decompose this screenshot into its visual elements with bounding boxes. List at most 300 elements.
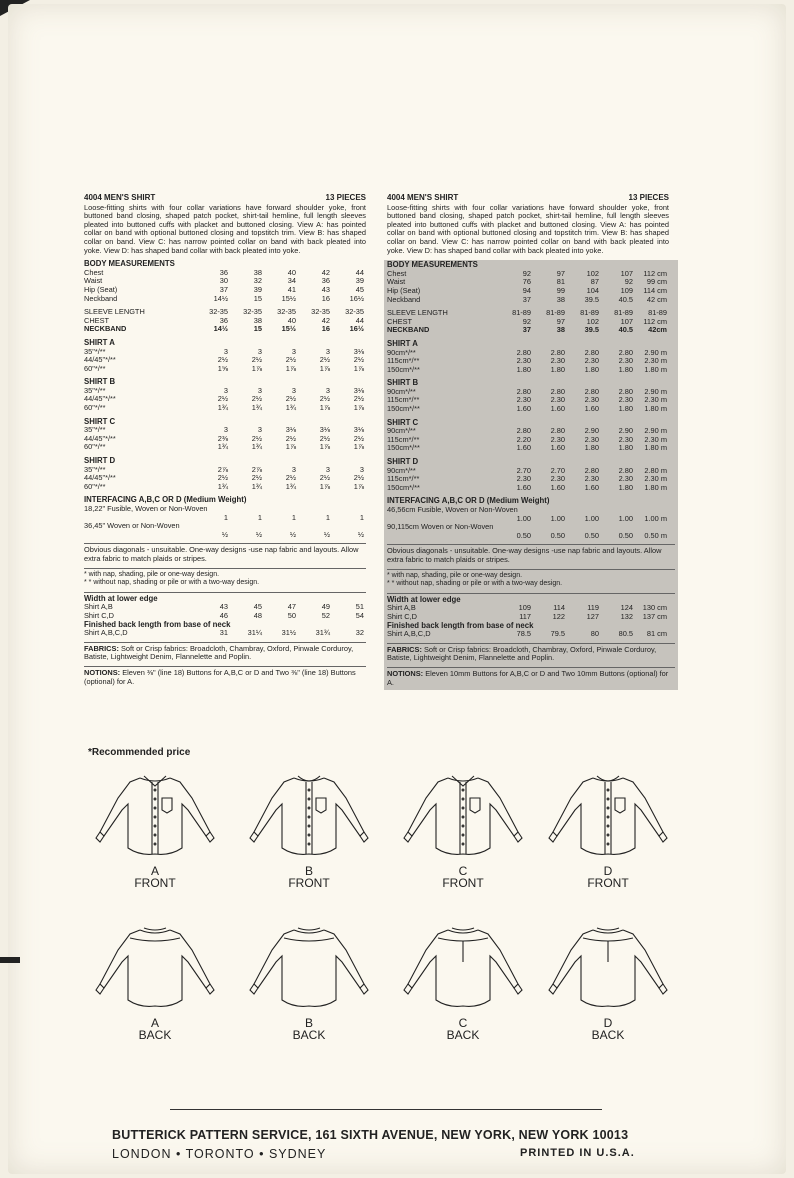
table-row	[84, 531, 366, 540]
row-value: 51	[355, 602, 364, 612]
row-value: 3	[223, 385, 228, 395]
row-value: 1¾	[251, 442, 262, 452]
row-value: 32-35	[209, 307, 228, 317]
row-value: 1.60	[550, 482, 565, 492]
row-value: 2½	[217, 394, 228, 404]
row-value: 38	[253, 315, 262, 325]
row-value: 109	[620, 285, 633, 295]
row-label: 44/45"*/**	[84, 395, 116, 404]
interfacing-block	[387, 497, 675, 540]
row-value: 3⅛	[353, 346, 364, 356]
row-value: 102	[586, 268, 599, 278]
view-letter: A	[150, 864, 159, 878]
row-value: 32-35	[311, 307, 330, 317]
pattern-title	[84, 194, 366, 203]
size-block	[84, 308, 366, 334]
row-value: 2.80	[618, 386, 633, 396]
row-value: 1.80 m	[644, 364, 667, 374]
row-label: 35"*/**	[84, 426, 106, 435]
interfacing-label: 36,45" Woven or Non-Woven	[84, 521, 180, 531]
row-value: 2.80	[584, 347, 599, 357]
row-value: 2.80	[618, 347, 633, 357]
row-value: 109	[518, 603, 531, 613]
nap-note: * with nap, shading, pile or one-way design.	[84, 570, 220, 578]
fabrics-block	[84, 642, 366, 662]
measurement-table	[384, 260, 678, 690]
row-value: 2.80	[584, 465, 599, 475]
fabrics-label: FABRICS:	[84, 643, 119, 653]
row-value: 2.80	[516, 347, 531, 357]
row-value: 1.60	[516, 443, 531, 453]
row-value: 0.50	[516, 530, 531, 540]
row-label: 90cm*/**	[387, 387, 416, 396]
row-label: 60"*/**	[84, 404, 106, 413]
row-value: 1⅞	[319, 481, 330, 491]
row-value: 1¾	[285, 481, 296, 491]
interfacing-label: 90,115cm Woven or Non-Woven	[387, 522, 494, 532]
table-row	[84, 443, 366, 452]
row-value: 2½	[319, 473, 330, 483]
row-value: 1.80	[584, 364, 599, 374]
row-value: 2⅜	[217, 433, 228, 443]
row-value: 1⅞	[319, 442, 330, 452]
row-value: 15	[253, 293, 262, 303]
shirt-title: SHIRT A	[84, 337, 115, 347]
nap-notes	[387, 569, 675, 589]
pattern-number: 4004 MEN'S SHIRT	[387, 193, 459, 202]
row-value: 1.60	[550, 443, 565, 453]
row-spacer	[84, 531, 194, 540]
shirt-title: SHIRT B	[387, 378, 419, 388]
view-side: FRONT	[288, 876, 330, 890]
row-value: 112 cm	[643, 316, 667, 326]
row-value: 36	[219, 315, 228, 325]
row-value: 46	[219, 610, 228, 620]
row-value: 1.80	[618, 443, 633, 453]
notions-text: Eleven ⅜" (line 18) Buttons for A,B,C or D and Two ⅜" (line 18) Buttons (optional) for A.	[84, 667, 356, 686]
row-value: 50	[287, 610, 296, 620]
row-value: 15½	[281, 324, 296, 334]
row-label: 60"*/**	[84, 482, 106, 491]
row-label: Chest	[84, 268, 104, 277]
row-value: 137 cm	[642, 611, 667, 621]
row-value: 1¾	[251, 481, 262, 491]
row-value: 117	[519, 611, 531, 621]
row-value: ½	[221, 529, 228, 539]
row-value: 2.90 m	[644, 347, 667, 357]
shirt-front-drawing	[398, 770, 528, 865]
pattern-number: 4004 MEN'S SHIRT	[84, 193, 156, 202]
row-value: 2.30	[584, 395, 599, 405]
row-value: 2½	[285, 473, 296, 483]
shirt-back-drawing	[543, 922, 673, 1017]
row-value: 16	[321, 293, 330, 303]
shirt-yardage	[387, 458, 675, 492]
row-value: 124	[620, 603, 633, 613]
interfacing-label: 46,56cm Fusible, Woven or Non-Woven	[387, 505, 518, 514]
view-figure	[90, 770, 220, 888]
row-value: 3	[291, 385, 296, 395]
view-side: BACK	[446, 1028, 480, 1042]
row-label: 44/45"*/**	[84, 434, 116, 443]
row-value: 1.80	[584, 443, 599, 453]
row-value: 1	[223, 512, 228, 522]
row-value: 16½	[349, 324, 364, 334]
shirt-back-drawing	[90, 922, 220, 1017]
row-value: 44	[355, 267, 364, 277]
row-label: Chest	[387, 269, 407, 278]
row-value: 127	[586, 611, 599, 621]
row-value: 1⅞	[353, 363, 364, 373]
row-value: 2.30	[618, 395, 633, 405]
row-label: Neckband	[387, 295, 421, 304]
size-block	[387, 309, 675, 335]
row-value: 43	[321, 284, 330, 294]
row-value: 32-35	[345, 307, 364, 317]
row-label: Shirt A,B	[84, 603, 113, 612]
nap-note: * with nap, shading, pile or one-way design.	[387, 571, 523, 579]
row-label: 150cm*/**	[387, 405, 420, 414]
shirt-title: SHIRT D	[84, 456, 116, 466]
row-label: Neckband	[84, 294, 118, 303]
row-value: 1.60	[584, 482, 599, 492]
row-value: 2.80	[550, 386, 565, 396]
shirt-back-drawing	[398, 922, 528, 1017]
view-figure	[244, 922, 374, 1040]
notions-block	[387, 667, 675, 687]
view-figure	[398, 922, 528, 1040]
row-value: 1.00	[618, 513, 633, 523]
row-value: 97	[556, 268, 565, 278]
row-value: 3	[223, 425, 228, 435]
table-row	[387, 484, 675, 493]
row-value: 130 cm	[642, 603, 667, 613]
row-label: 35"*/**	[84, 347, 106, 356]
row-value: 3	[359, 464, 364, 474]
row-value: 2.30	[550, 474, 565, 484]
nap-notes	[84, 568, 366, 588]
view-letter: C	[458, 1016, 468, 1030]
row-value: 76	[522, 277, 531, 287]
row-label: Shirt C,D	[84, 611, 114, 620]
view-figure	[398, 770, 528, 888]
shirt-title: SHIRT D	[387, 457, 419, 467]
row-label: 35"*/**	[84, 465, 106, 474]
row-value: 2½	[319, 394, 330, 404]
row-value: 2½	[319, 355, 330, 365]
row-label: 35"*/**	[84, 386, 106, 395]
row-value: 114	[553, 603, 565, 613]
row-value: 2.30	[516, 356, 531, 366]
row-value: 92	[522, 316, 531, 326]
row-value: 36	[219, 267, 228, 277]
shirt-yardage	[387, 340, 675, 374]
row-value: 37	[219, 284, 228, 294]
row-value: ½	[323, 529, 330, 539]
notions-label: NOTIONS:	[387, 668, 424, 678]
row-value: 2½	[353, 433, 364, 443]
row-value: 36	[321, 276, 330, 286]
row-value: 102	[586, 316, 599, 326]
row-value: 34	[287, 276, 296, 286]
row-label: 150cm*/**	[387, 444, 420, 453]
row-value: 2.30 m	[644, 474, 667, 484]
row-value: 3	[325, 346, 330, 356]
row-value: 81-89	[546, 308, 565, 318]
width-block	[84, 592, 366, 638]
row-label: 150cm*/**	[387, 483, 420, 492]
row-value: 2.80	[550, 426, 565, 436]
row-value: 2.30	[584, 434, 599, 444]
fabrics-text: Soft or Crisp fabrics: Broadcloth, Chambray, Oxford, Pinwale Corduroy, Batiste, Lightweight Denim, Flannelette and Poplin.	[84, 643, 354, 662]
row-value: 92	[624, 277, 633, 287]
imperial-column	[84, 194, 366, 686]
row-value: 81	[556, 277, 565, 287]
row-spacer	[387, 532, 497, 541]
row-value: 2.20	[516, 434, 531, 444]
row-value: 2.80	[550, 347, 565, 357]
row-value: 94	[522, 285, 531, 295]
row-value: 40	[287, 315, 296, 325]
row-label: Shirt C,D	[387, 612, 417, 621]
row-value: 2.30	[516, 395, 531, 405]
edge-mark	[0, 957, 20, 963]
row-value: 92	[522, 268, 531, 278]
row-value: 2½	[353, 473, 364, 483]
row-value: 3⅛	[285, 425, 296, 435]
row-value: 80	[590, 629, 599, 639]
row-value: 2.30 m	[644, 356, 667, 366]
shirt-yardage	[84, 339, 366, 373]
view-letter: A	[150, 1016, 159, 1030]
row-label: Waist	[387, 278, 406, 287]
row-value: 112 cm	[643, 268, 667, 278]
row-value: 99 cm	[646, 277, 667, 287]
no-nap-note: * * without nap, shading or pile or with a two-way design.	[84, 579, 260, 587]
pattern-pieces: 13 PIECES	[325, 193, 366, 202]
row-value: 2.30	[550, 395, 565, 405]
row-value: 2.90	[584, 426, 599, 436]
row-value: 132	[620, 611, 633, 621]
width-block	[387, 593, 675, 639]
row-value: 0.50 m	[644, 530, 667, 540]
row-value: 3⅛	[319, 425, 330, 435]
table-row	[387, 630, 675, 639]
row-value: 1⅞	[251, 363, 262, 373]
row-value: 31¼	[247, 628, 262, 638]
table-row	[84, 629, 366, 638]
row-value: 14½	[213, 293, 228, 303]
printed-in: PRINTED IN U.S.A.	[520, 1147, 635, 1159]
row-value: 107	[620, 268, 633, 278]
row-value: 107	[620, 316, 633, 326]
row-value: 1.80	[618, 364, 633, 374]
cities-line: LONDON • TORONTO • SYDNEY	[112, 1147, 327, 1161]
row-value: 40.5	[618, 325, 633, 335]
back-length-title: Finished back length from base of neck	[387, 620, 534, 630]
row-value: 3	[291, 464, 296, 474]
row-value: 1.80 m	[644, 443, 667, 453]
table-row	[84, 365, 366, 374]
row-value: 32-35	[277, 307, 296, 317]
fabric-note: Obvious diagonals - unsuitable. One-way designs -use nap fabric and layouts. Allow extra fabric to match plaids or stripes.	[387, 544, 675, 564]
notions-text: Eleven 10mm Buttons for A,B,C or D and Two 10mm Buttons (optional) for A.	[387, 668, 669, 687]
row-value: 47	[287, 602, 296, 612]
fabric-note: Obvious diagonals - unsuitable. One-way designs -use nap fabric and layouts. Allow extra fabric to match plaids or stripes.	[84, 543, 366, 563]
row-value: 15½	[281, 293, 296, 303]
row-value: 1.80 m	[644, 482, 667, 492]
row-value: 81-89	[614, 308, 633, 318]
table-row	[84, 483, 366, 492]
row-value: 1.60	[516, 404, 531, 414]
row-value: 2.90	[618, 426, 633, 436]
row-label: 115cm*/**	[387, 396, 420, 405]
table-row	[387, 444, 675, 453]
view-side: BACK	[591, 1028, 625, 1042]
row-value: 32-35	[243, 307, 262, 317]
row-label: 150cm*/**	[387, 365, 420, 374]
row-value: 2.30 m	[644, 434, 667, 444]
shirt-front-drawing	[90, 770, 220, 865]
row-value: 1.00	[584, 513, 599, 523]
row-value: 1.60	[516, 482, 531, 492]
view-letter: D	[603, 1016, 613, 1030]
row-label: NECKBAND	[84, 325, 127, 334]
view-figure	[90, 922, 220, 1040]
table-row	[84, 295, 366, 304]
row-label: 44/45"*/**	[84, 474, 116, 483]
row-label: 44/45"*/**	[84, 356, 116, 365]
row-value: 2.30	[618, 474, 633, 484]
row-value: 3	[257, 346, 262, 356]
fabrics-text: Soft or Crisp fabrics: Broadcloth, Chambray, Oxford, Pinwale Corduroy, Batiste, Lightweight Denim, Flannelette and Poplin.	[387, 644, 657, 663]
row-value: 81-89	[580, 308, 599, 318]
view-side: FRONT	[442, 876, 484, 890]
row-value: 37	[522, 325, 531, 335]
row-value: 32	[355, 628, 364, 638]
row-value: 38	[556, 294, 565, 304]
company-address: BUTTERICK PATTERN SERVICE, 161 SIXTH AVENUE, NEW YORK, NEW YORK 10013	[112, 1128, 629, 1142]
shirt-title: SHIRT C	[387, 417, 419, 427]
row-value: 32	[253, 276, 262, 286]
shirt-title: SHIRT A	[387, 338, 418, 348]
row-value: 2.90 m	[644, 426, 667, 436]
view-letter: B	[304, 1016, 313, 1030]
view-letter: B	[304, 864, 313, 878]
row-value: 42cm	[648, 325, 667, 335]
interfacing-title: INTERFACING A,B,C OR D (Medium Weight)	[387, 496, 550, 506]
row-value: 30	[219, 276, 228, 286]
shirt-back-drawing	[244, 922, 374, 1017]
row-value: 2.30	[618, 356, 633, 366]
view-letter: D	[603, 864, 613, 878]
row-label: CHEST	[84, 316, 110, 325]
row-value: 42	[321, 315, 330, 325]
row-value: 2½	[353, 355, 364, 365]
row-value: 2½	[285, 433, 296, 443]
row-value: 87	[590, 277, 599, 287]
row-value: 2.30 m	[644, 395, 667, 405]
row-value: 43	[219, 602, 228, 612]
body-measurements-title: BODY MEASUREMENTS	[387, 260, 478, 270]
pattern-description: Loose-fitting shirts with four collar variations have forward shoulder yoke, front buttoned band closing, shaped patch pocket, shirt-tail hemline, full length sleeves pleated into buttoned cuffs with placket and buttoned closing. View A: has pointed collar on band with optional buttoned closing and topstitch trim. View B: has shaped collar on band. View C: has narrow pointed collar on band with back pleated into yoke. View D: has shaped band collar with back pleated into yoke.	[387, 202, 669, 255]
row-value: 2.80	[584, 386, 599, 396]
row-value: 2⅞	[217, 464, 228, 474]
row-value: 2.30	[618, 434, 633, 444]
row-value: 3	[291, 346, 296, 356]
row-value: 40.5	[618, 294, 633, 304]
row-value: 119	[587, 603, 599, 613]
row-value: 41	[287, 284, 296, 294]
row-value: 31½	[281, 628, 296, 638]
row-value: 2.30	[550, 356, 565, 366]
view-side: FRONT	[134, 876, 176, 890]
table-row	[84, 404, 366, 413]
row-value: 2.80	[516, 386, 531, 396]
no-nap-note: * * without nap, shading or pile or with a two-way design.	[387, 580, 563, 588]
row-value: 0.50	[618, 530, 633, 540]
row-value: 1¾	[217, 403, 228, 413]
table-row	[387, 296, 675, 305]
row-value: 42 cm	[646, 294, 667, 304]
back-length-title: Finished back length from base of neck	[84, 619, 231, 629]
row-label: NECKBAND	[387, 326, 430, 335]
measurement-table	[84, 260, 366, 686]
view-side: BACK	[138, 1028, 172, 1042]
row-value: 3⅛	[353, 385, 364, 395]
shirt-front-drawing	[244, 770, 374, 865]
row-label: Hip (Seat)	[387, 286, 421, 295]
row-value: 39.5	[584, 325, 599, 335]
row-value: 81 cm	[646, 629, 667, 639]
row-value: 49	[321, 602, 330, 612]
shirt-title: SHIRT C	[84, 416, 116, 426]
row-label: 115cm*/**	[387, 435, 420, 444]
row-value: 1⅞	[285, 442, 296, 452]
row-label: 90cm*/**	[387, 348, 416, 357]
row-value: 114 cm	[643, 285, 667, 295]
row-value: 1.60	[584, 404, 599, 414]
row-value: 2½	[285, 394, 296, 404]
row-label: 115cm*/**	[387, 475, 420, 484]
pattern-pieces: 13 PIECES	[628, 193, 669, 202]
row-value: 31¾	[315, 628, 330, 638]
row-value: 2.80	[516, 426, 531, 436]
row-value: 52	[321, 610, 330, 620]
row-value: 2½	[353, 394, 364, 404]
row-value: 2.30	[584, 474, 599, 484]
row-value: 1⅞	[353, 403, 364, 413]
row-value: 2.70	[550, 465, 565, 475]
shirt-yardage	[387, 379, 675, 413]
row-label: Waist	[84, 277, 103, 286]
row-value: 1.80	[618, 404, 633, 414]
row-value: 97	[556, 316, 565, 326]
width-title: Width at lower edge	[387, 594, 461, 604]
row-value: 1	[359, 512, 364, 522]
row-value: 2½	[251, 433, 262, 443]
row-value: 1¾	[285, 403, 296, 413]
row-value: 2.80 m	[644, 465, 667, 475]
row-value: 78.5	[516, 629, 531, 639]
row-value: 37	[522, 294, 531, 304]
view-side: FRONT	[587, 876, 629, 890]
row-value: 1.00	[516, 513, 531, 523]
row-value: 38	[253, 267, 262, 277]
shirt-yardage	[84, 457, 366, 491]
row-value: 3	[257, 385, 262, 395]
row-value: 45	[253, 602, 262, 612]
